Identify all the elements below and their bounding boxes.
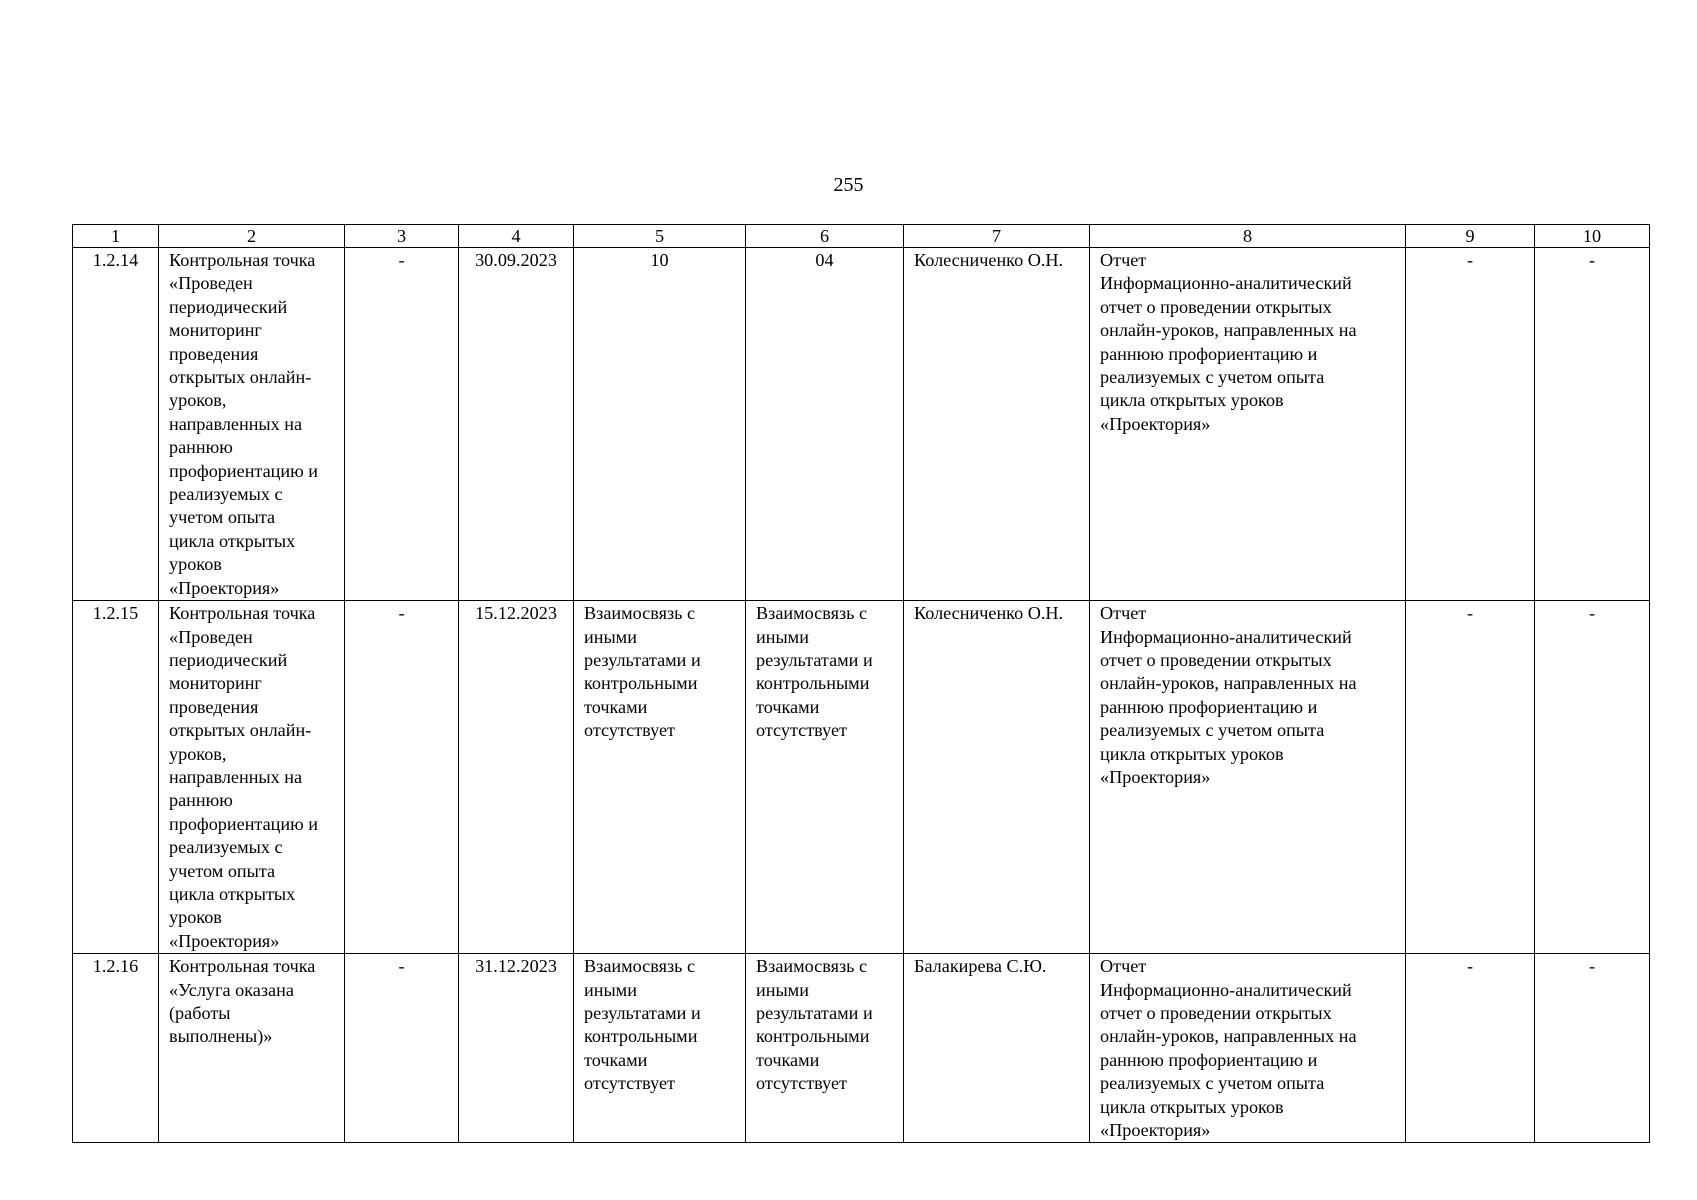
event-name-cell: Контрольная точка «Проведен периодический мониторинг проведения открытых онлайн- уроков, направленных на раннюю профориентацию и реализуемых с учетом опыта цикла открытых уроков «Проектория»: [159, 248, 345, 601]
row-number-cell: 1.2.16: [73, 954, 159, 1143]
column-header: 1: [73, 225, 159, 248]
successor-cell: 04: [746, 248, 904, 601]
info-system-cell: -: [1406, 248, 1535, 601]
page-number: 255: [833, 174, 864, 196]
extra-cell: -: [1535, 248, 1650, 601]
responsible-cell: Колесниченко О.Н.: [904, 248, 1090, 601]
predecessor-cell: 10: [574, 248, 746, 601]
column-header: 9: [1406, 225, 1535, 248]
end-date-cell: 31.12.2023: [459, 954, 574, 1143]
predecessor-cell: Взаимосвязь с иными результатами и контрольными точками отсутствует: [574, 601, 746, 954]
successor-cell: Взаимосвязь с иными результатами и контрольными точками отсутствует: [746, 954, 904, 1143]
start-date-cell: -: [345, 954, 459, 1143]
column-header: 3: [345, 225, 459, 248]
result-cell: Отчет Информационно-аналитический отчет о проведении открытых онлайн-уроков, направленных на раннюю профориентацию и реализуемых с учетом опыта цикла открытых уроков «Проектория»: [1090, 954, 1406, 1143]
info-system-cell: -: [1406, 601, 1535, 954]
end-date-cell: 30.09.2023: [459, 248, 574, 601]
result-cell: Отчет Информационно-аналитический отчет о проведении открытых онлайн-уроков, направленных на раннюю профориентацию и реализуемых с учетом опыта цикла открытых уроков «Проектория»: [1090, 248, 1406, 601]
end-date-cell: 15.12.2023: [459, 601, 574, 954]
table-row: [73, 248, 1650, 601]
column-header: 10: [1535, 225, 1650, 248]
responsible-cell: Балакирева С.Ю.: [904, 954, 1090, 1143]
start-date-cell: -: [345, 601, 459, 954]
table-row: [73, 601, 1650, 954]
event-name-cell: Контрольная точка «Проведен периодический мониторинг проведения открытых онлайн- уроков, направленных на раннюю профориентацию и реализуемых с учетом опыта цикла открытых уроков «Проектория»: [159, 601, 345, 954]
row-number-cell: 1.2.14: [73, 248, 159, 601]
table-header-row: [73, 225, 1650, 248]
result-cell: Отчет Информационно-аналитический отчет о проведении открытых онлайн-уроков, направленных на раннюю профориентацию и реализуемых с учетом опыта цикла открытых уроков «Проектория»: [1090, 601, 1406, 954]
event-name-cell: Контрольная точка «Услуга оказана (работы выполнены)»: [159, 954, 345, 1143]
column-header: 8: [1090, 225, 1406, 248]
table-row: [73, 954, 1650, 1143]
predecessor-cell: Взаимосвязь с иными результатами и контрольными точками отсутствует: [574, 954, 746, 1143]
column-header: 4: [459, 225, 574, 248]
responsible-cell: Колесниченко О.Н.: [904, 601, 1090, 954]
start-date-cell: -: [345, 248, 459, 601]
successor-cell: Взаимосвязь с иными результатами и контрольными точками отсутствует: [746, 601, 904, 954]
column-header: 2: [159, 225, 345, 248]
column-header: 5: [574, 225, 746, 248]
column-header: 6: [746, 225, 904, 248]
extra-cell: -: [1535, 954, 1650, 1143]
extra-cell: -: [1535, 601, 1650, 954]
row-number-cell: 1.2.15: [73, 601, 159, 954]
plan-table: [72, 224, 1650, 1143]
info-system-cell: -: [1406, 954, 1535, 1143]
column-header: 7: [904, 225, 1090, 248]
